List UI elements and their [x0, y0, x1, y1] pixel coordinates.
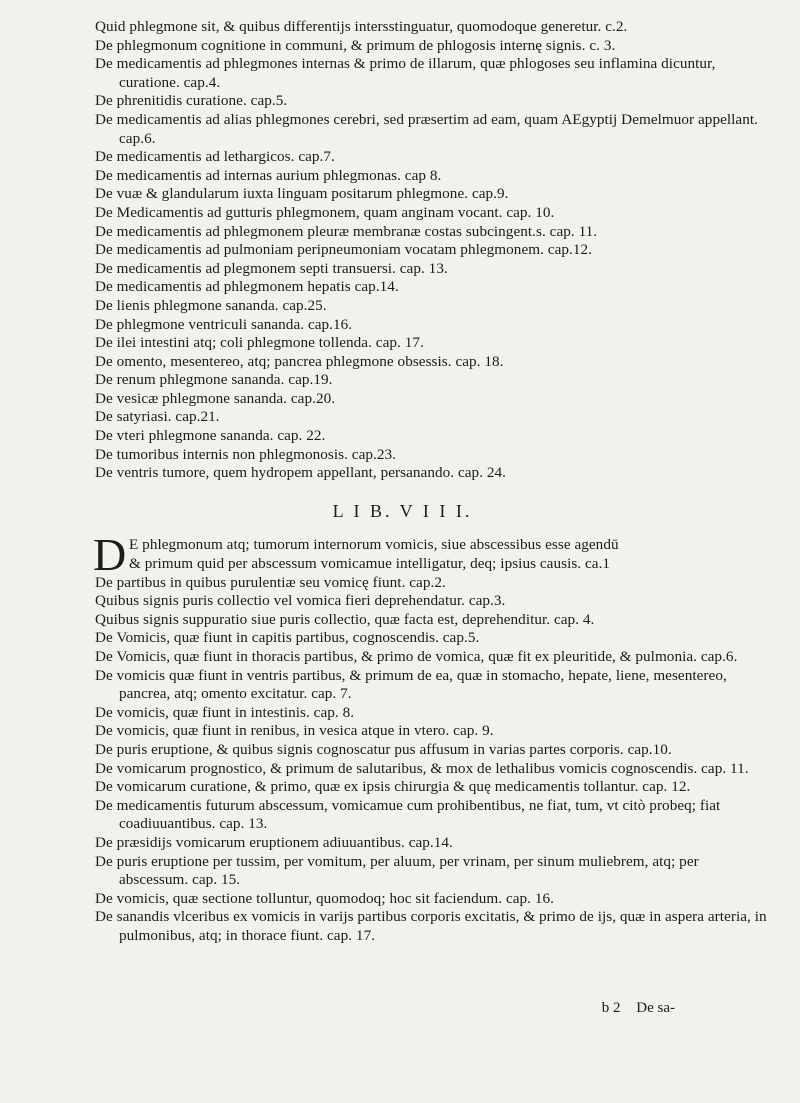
chapter-entry: De vomicarum prognostico, & primum de salutaribus, & mox de lethalibus vomicis cognoscendis. cap. 11.: [95, 759, 749, 777]
chapter-list-top: [95, 18, 770, 483]
chapter-entry: De partibus in quibus purulentiæ seu vomicę fiunt. cap.2.: [95, 573, 446, 591]
chapter-entry: De vomicis, quæ fiunt in renibus, in vesica atque in vtero. cap. 9.: [95, 722, 494, 740]
chapter-entry: De vomicarum curatione, & primo, quæ ex ipsis chirurgia & quę medicamentis tollantur. cap. 12.: [95, 778, 691, 796]
chapter-entry: De ventris tumore, quem hydropem appellant, persanando. cap. 24.: [95, 464, 507, 482]
chapter-entry: De præsidijs vomicarum eruptionem adiuuantibus. cap.14.: [95, 833, 453, 851]
chapter-entry: De medicamentis ad phlegmonem hepatis cap.14.: [95, 278, 399, 296]
chapter-entry: De medicamentis ad phlegmonem pleuræ membranæ costas subcingent.s. cap. 11.: [95, 222, 598, 240]
chapter-entry: De tumoribus internis non phlegmonosis. cap.23.: [95, 445, 397, 463]
chapter-entry: De Vomicis, quæ fiunt in thoracis partibus, & primo de vomica, quæ fit ex pleuritide, & pulmonia. cap.6.: [95, 648, 738, 665]
chapter-entry: De vteri phlegmone sananda. cap. 22.: [95, 427, 326, 445]
chapter-entry: De vuæ & glandularum iuxta linguam positarum phlegmone. cap.9.: [95, 185, 509, 203]
chapter-entry: De vomicis quæ fiunt in ventris partibus, & primum de ea, quæ in stomacho, hepate, liene, mesentereo, pancrea, atq; omento excitatur. cap. 7.: [95, 666, 727, 703]
book-heading: L I B. V I I I.: [332, 500, 473, 521]
chapter-entry: De medicamentis ad internas aurium phlegmonas. cap 8.: [95, 166, 442, 184]
chapter-entry: De renum phlegmone sananda. cap.19.: [95, 371, 333, 389]
chapter-entry: De medicamentis ad pulmoniam peripneumoniam vocatam phlegmonem. cap.12.: [95, 241, 593, 259]
chapter-entry: Quibus signis puris collectio vel vomica fieri deprehendatur. cap.3.: [95, 592, 506, 610]
chapter-entry: De Medicamentis ad gutturis phlegmonem, quam anginam vocant. cap. 10.: [95, 203, 555, 221]
chapter-entry: De phlegmonum cognitione in communi, & primum de phlogosis internę signis. c. 3.: [95, 36, 616, 54]
chapter-entry: Quid phlegmone sit, & quibus differentijs intersstinguatur, quomodoque generetur. c.2.: [95, 18, 628, 35]
chapter-entry: De Vomicis, quæ fiunt in capitis partibus, cognoscendis. cap.5.: [95, 629, 480, 647]
lead-entry: [93, 529, 770, 581]
chapter-list-bottom: [95, 574, 770, 946]
lead-entry-line-2: & primum quid per abscessum vomicamue intelligatur, deq; ipsius causis. ca.1: [129, 555, 611, 573]
chapter-entry: De vesicæ phlegmone sananda. cap.20.: [95, 389, 336, 407]
drop-cap: D: [93, 529, 127, 581]
chapter-entry: De vomicis, quæ sectione tolluntur, quomodoq; hoc sit faciendum. cap. 16.: [95, 889, 555, 907]
catchword: De sa-: [636, 1000, 675, 1016]
page-footer: [590, 1000, 675, 1017]
chapter-entry: Quibus signis suppuratio siue puris collectio, quæ facta est, deprehenditur. cap. 4.: [95, 610, 595, 628]
chapter-entry: De phrenitidis curatione. cap.5.: [95, 92, 288, 110]
chapter-entry: De sanandis vlceribus ex vomicis in varijs partibus corporis excitatis, & primo de ijs, quæ in aspera arteria, in pulmonibus, atq; in thorace fiunt. cap. 17.: [95, 908, 767, 944]
chapter-entry: De vomicis, quæ fiunt in intestinis. cap. 8.: [95, 703, 355, 721]
chapter-entry: De ilei intestini atq; coli phlegmone tollenda. cap. 17.: [95, 334, 424, 352]
chapter-entry: De phlegmone ventriculi sananda. cap.16.: [95, 315, 353, 333]
chapter-entry: De medicamentis futurum abscessum, vomicamue cum prohibentibus, ne fiat, tum, vt citò probeq; fiat coadiuuantibus. cap. 13.: [95, 796, 721, 833]
chapter-entry: De medicamentis ad phlegmones internas & primo de illarum, quæ phlogoses seu inflamina dicuntur, curatione. cap.4.: [95, 55, 716, 91]
chapter-entry: De omento, mesentereo, atq; pancrea phlegmone obsessis. cap. 18.: [95, 352, 504, 370]
chapter-entry: De puris eruptione, & quibus signis cognoscatur pus affusum in varias partes corporis. cap.10.: [95, 740, 672, 758]
lead-entry-line-1: E phlegmonum atq; tumorum internorum vomicis, siue abscessibus esse agendū: [129, 536, 619, 554]
index-text: [95, 18, 770, 946]
chapter-entry: De lienis phlegmone sananda. cap.25.: [95, 296, 327, 314]
chapter-entry: De medicamentis ad alias phlegmones cerebri, sed præsertim ad eam, quam AEgyptij Demelmuor appellant. cap.6.: [95, 110, 758, 147]
chapter-entry: De puris eruptione per tussim, per vomitum, per aluum, per vrinam, per sinum muliebrem, atq; per abscessum. cap. 15.: [95, 852, 699, 889]
chapter-entry: De satyriasi. cap.21.: [95, 408, 220, 426]
chapter-entry: De medicamentis ad lethargicos. cap.7.: [95, 148, 335, 166]
signature-mark: b 2: [601, 1000, 621, 1016]
chapter-entry: De medicamentis ad plegmonem septi transuersi. cap. 13.: [95, 259, 448, 277]
